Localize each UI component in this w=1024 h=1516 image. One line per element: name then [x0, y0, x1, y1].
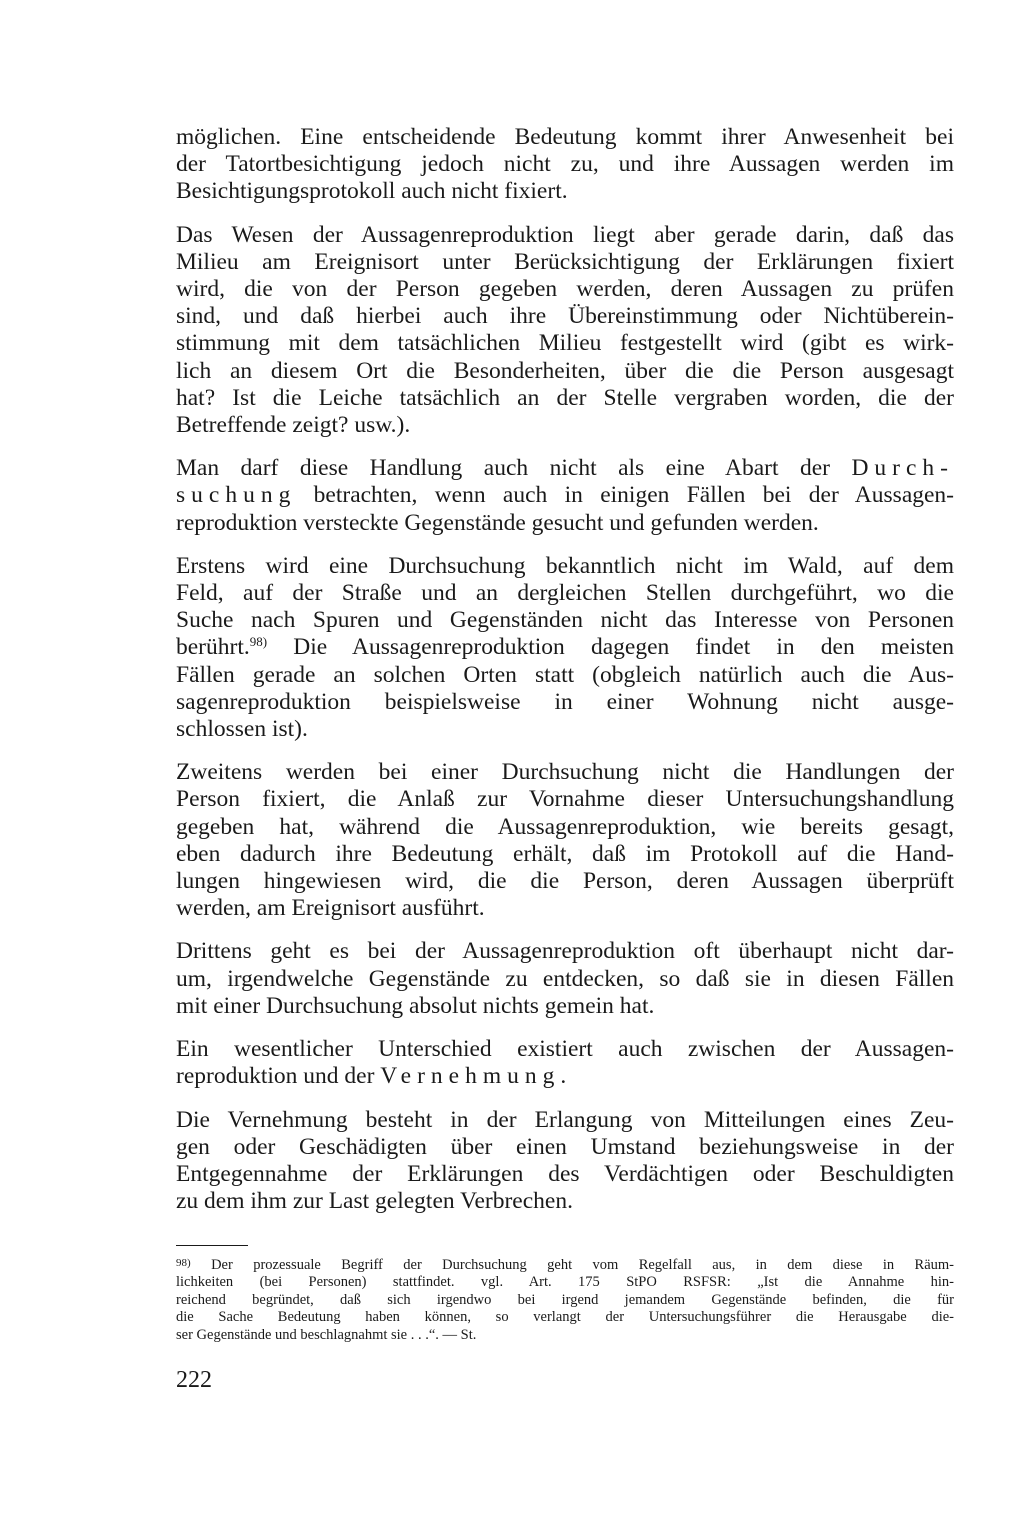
text-line: Drittens geht es bei der Aussagenreproduktion oft überhaupt nicht dar-: [176, 938, 954, 965]
text-line: Fällen gerade an solchen Orten statt (obgleich natürlich auch die Aus-: [176, 661, 954, 688]
text-line: sagenreproduktion beispielsweise in einer Wohnung nicht ausge-: [176, 688, 954, 715]
text-line: eben dadurch ihre Bedeutung erhält, daß im Protokoll auf die Hand-: [176, 840, 954, 867]
footnote-marker: 98): [176, 1257, 191, 1269]
text-line: stimmung mit dem tatsächlichen Milieu festgestellt wird (gibt es wirk-: [176, 330, 954, 357]
text-line: gen oder Geschädigten über einen Umstand beziehungsweise in der: [176, 1133, 954, 1160]
text-line: Entgegennahme der Erklärungen des Verdächtigen oder Beschuldigten: [176, 1160, 954, 1187]
text-line: Die Vernehmung besteht in der Erlangung von Mitteilungen eines Zeu-: [176, 1106, 954, 1133]
text-line: hat? Ist die Leiche tatsächlich an der Stelle vergraben worden, die der: [176, 384, 954, 411]
paragraph-3: [176, 455, 954, 537]
text-segment: .: [560, 1063, 567, 1090]
text-line: [176, 482, 954, 509]
text-line: sind, und daß hierbei auch ihre Übereinstimmung oder Nichtüberein-: [176, 303, 954, 330]
footnote-line: [176, 1255, 954, 1274]
text-line: Person fixiert, die Anlaß zur Vornahme dieser Untersuchungshandlung: [176, 786, 954, 813]
footnote-line: lichkeiten (bei Personen) stattfindet. vgl. Art. 175 StPO RSFSR: „Ist die Annahme hin-: [176, 1274, 954, 1291]
paragraph-4: [176, 553, 954, 743]
text-line: Ein wesentlicher Unterschied existiert auch zwischen der Aussagen-: [176, 1036, 954, 1063]
footnote-98: [176, 1255, 954, 1344]
paragraph-7: [176, 1036, 954, 1090]
text-line: werden, am Ereignisort ausführt.: [176, 895, 485, 922]
text-line: Milieu am Ereignisort unter Berücksichtigung der Erklärungen fixiert: [176, 248, 954, 275]
text-line: Suche nach Spuren und Gegenständen nicht das Interesse von Personen: [176, 607, 954, 634]
text-segment: Die Aussagenreproduktion dagegen findet in den meisten: [267, 634, 954, 661]
page-body: [176, 124, 954, 1231]
text-line: zu dem ihm zur Last gelegten Verbrechen.: [176, 1188, 573, 1215]
emphasized-term-durchsuchung-part1: Durch-: [851, 455, 955, 482]
text-line: Das Wesen der Aussagenreproduktion liegt aber gerade darin, daß das: [176, 221, 954, 248]
text-line: der Tatortbesichtigung jedoch nicht zu, und ihre Aussagen werden im: [176, 151, 954, 178]
text-line: Feld, auf der Straße und an dergleichen Stellen durchgeführt, wo die: [176, 580, 954, 607]
text-segment: berührt.: [176, 634, 250, 661]
paragraph-2: [176, 222, 954, 440]
text-line: Besichtigungsprotokoll auch nicht fixiert.: [176, 178, 568, 205]
text-line: mit einer Durchsuchung absolut nichts gemein hat.: [176, 992, 655, 1019]
emphasized-term-vernehmung: Vernehmung: [380, 1063, 561, 1090]
text-line: wird, die von der Person gegeben werden, deren Aussagen zu prüfen: [176, 276, 954, 303]
text-segment: reproduktion und der: [176, 1063, 375, 1090]
text-line: [176, 455, 954, 482]
footnote-reference[interactable]: 98): [249, 634, 268, 650]
paragraph-5: [176, 759, 954, 922]
text-segment: Man darf diese Handlung auch nicht als eine Abart der: [176, 455, 830, 482]
footnote-line: reichend begründet, daß sich irgendwo bei irgend jemandem Gegenstände befinden, die für: [176, 1291, 954, 1308]
footnote-line: die Sache Bedeutung haben können, so verlangt der Untersuchungsführer die Herausgabe die-: [176, 1309, 954, 1326]
text-line: Zweitens werden bei einer Durchsuchung nicht die Handlungen der: [176, 759, 954, 786]
text-line: Betreffende zeigt? usw.).: [176, 412, 411, 439]
text-line: [176, 1063, 954, 1090]
paragraph-1: [176, 124, 954, 206]
page-number: 222: [176, 1367, 212, 1393]
text-line: Erstens wird eine Durchsuchung bekanntlich nicht im Wald, auf dem: [176, 552, 954, 579]
text-line: um, irgendwelche Gegenstände zu entdecken, so daß sie in diesen Fällen: [176, 965, 954, 992]
footnote-line: ser Gegenstände und beschlagnahmt sie . . .“. — St.: [176, 1326, 477, 1343]
text-segment: Der prozessuale Begriff der Durchsuchung geht vom Regelfall aus, in dem diese in Räum-: [211, 1257, 954, 1273]
text-line: möglichen. Eine entscheidende Bedeutung kommt ihrer Anwesenheit bei: [176, 124, 954, 150]
text-line: lich an diesem Ort die Besonderheiten, über die die Person ausgesagt: [176, 357, 954, 384]
text-line: lungen hingewiesen wird, die die Person, deren Aussagen überprüft: [176, 868, 954, 895]
emphasized-term-durchsuchung-part2: suchung: [176, 482, 297, 509]
footnote-divider: [176, 1245, 248, 1246]
paragraph-6: [176, 938, 954, 1020]
paragraph-8: [176, 1107, 954, 1216]
text-line: schlossen ist).: [176, 716, 308, 743]
text-line: [176, 634, 954, 661]
text-line: gegeben hat, während die Aussagenreproduktion, wie bereits gesagt,: [176, 813, 954, 840]
text-line: reproduktion versteckte Gegenstände gesucht und gefunden werden.: [176, 509, 819, 536]
text-segment: betrachten, wenn auch in einigen Fällen bei der Aussagen-: [313, 482, 955, 509]
